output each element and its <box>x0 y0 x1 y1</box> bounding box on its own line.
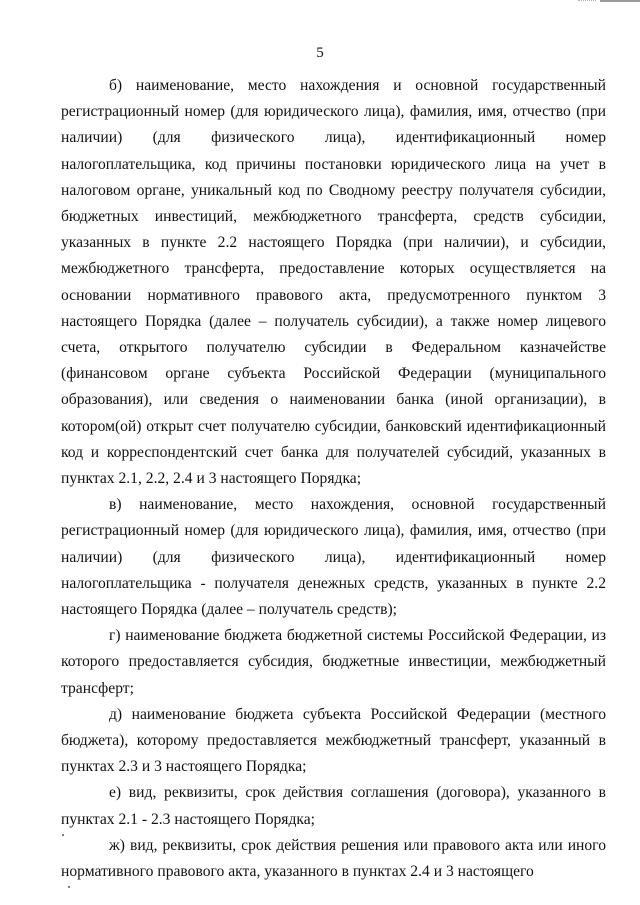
paragraph-g: г) наименование бюджета бюджетной системы Российской Федерации, из которого предоставляется субсидия, бюджетные инвестиции, межбюджетный трансферт; <box>61 627 606 697</box>
page-number: 5 <box>316 45 324 61</box>
paragraph-b: б) наименование, место нахождения и основной государственный регистрационный номер (для юридического лица), фамилия, имя, отчество (при наличии) (для физического лица), идентификационный номер налогоплательщика, код причины постановки юридического лица на учет в налоговом органе, уникальный код по Сводному реестру получателя субсидии, бюджетных инвестиций, межбюджетного трансферта, средств субсидии, указанных в пункте 2.2 настоящего Порядка (при наличии), и субсидии, межбюджетного трансферта, предоставление которых осуществляется на основании нормативного правового акта, предусмотренного пунктом 3 настоящего Порядка (далее – получатель субсидии), а также номер лицевого счета, открытого получателю субсидии в Федеральном казначействе (финансовом органе субъекта Российской Федерации (муниципального образования), или сведения о наименовании банка (иной организации), в котором(ой) открыт счет получателю субсидии, банковский идентификационный код и корреспондентский счет банка для получателей субсидий, указанных в пунктах 2.1, 2.2, 2.4 и 3 настоящего Порядка; <box>61 77 606 488</box>
paragraph-e: е) вид, реквизиты, срок действия соглашения (договора), указанного в пунктах 2.1 - 2.3 настоящего Порядка; <box>61 784 606 828</box>
paragraph-d: д) наименование бюджета субъекта Российской Федерации (местного бюджета), которому предоставляется межбюджетный трансферт, указанный в пунктах 2.3 и 3 настоящего Порядка; <box>61 705 606 776</box>
paragraph-v: в) наименование, место нахождения, основной государственный регистрационный номер (для юридического лица), фамилия, имя, отчество (при наличии) (для физического лица), идентификационный номер налогоплательщика - получателя денежных средств, указанных в пункте 2.2 настоящего Порядка (далее – получатель средств); <box>61 496 606 619</box>
scan-edge-mark <box>600 0 640 8</box>
paragraph-zh: ж) вид, реквизиты, срок действия решения или правового акта или иного нормативного правового акта, указанного в пунктах 2.4 и 3 настоящего <box>61 836 606 881</box>
document-body <box>61 73 606 885</box>
scan-speck <box>62 834 64 836</box>
scan-speck <box>68 886 70 888</box>
scan-edge-mark <box>578 0 596 4</box>
